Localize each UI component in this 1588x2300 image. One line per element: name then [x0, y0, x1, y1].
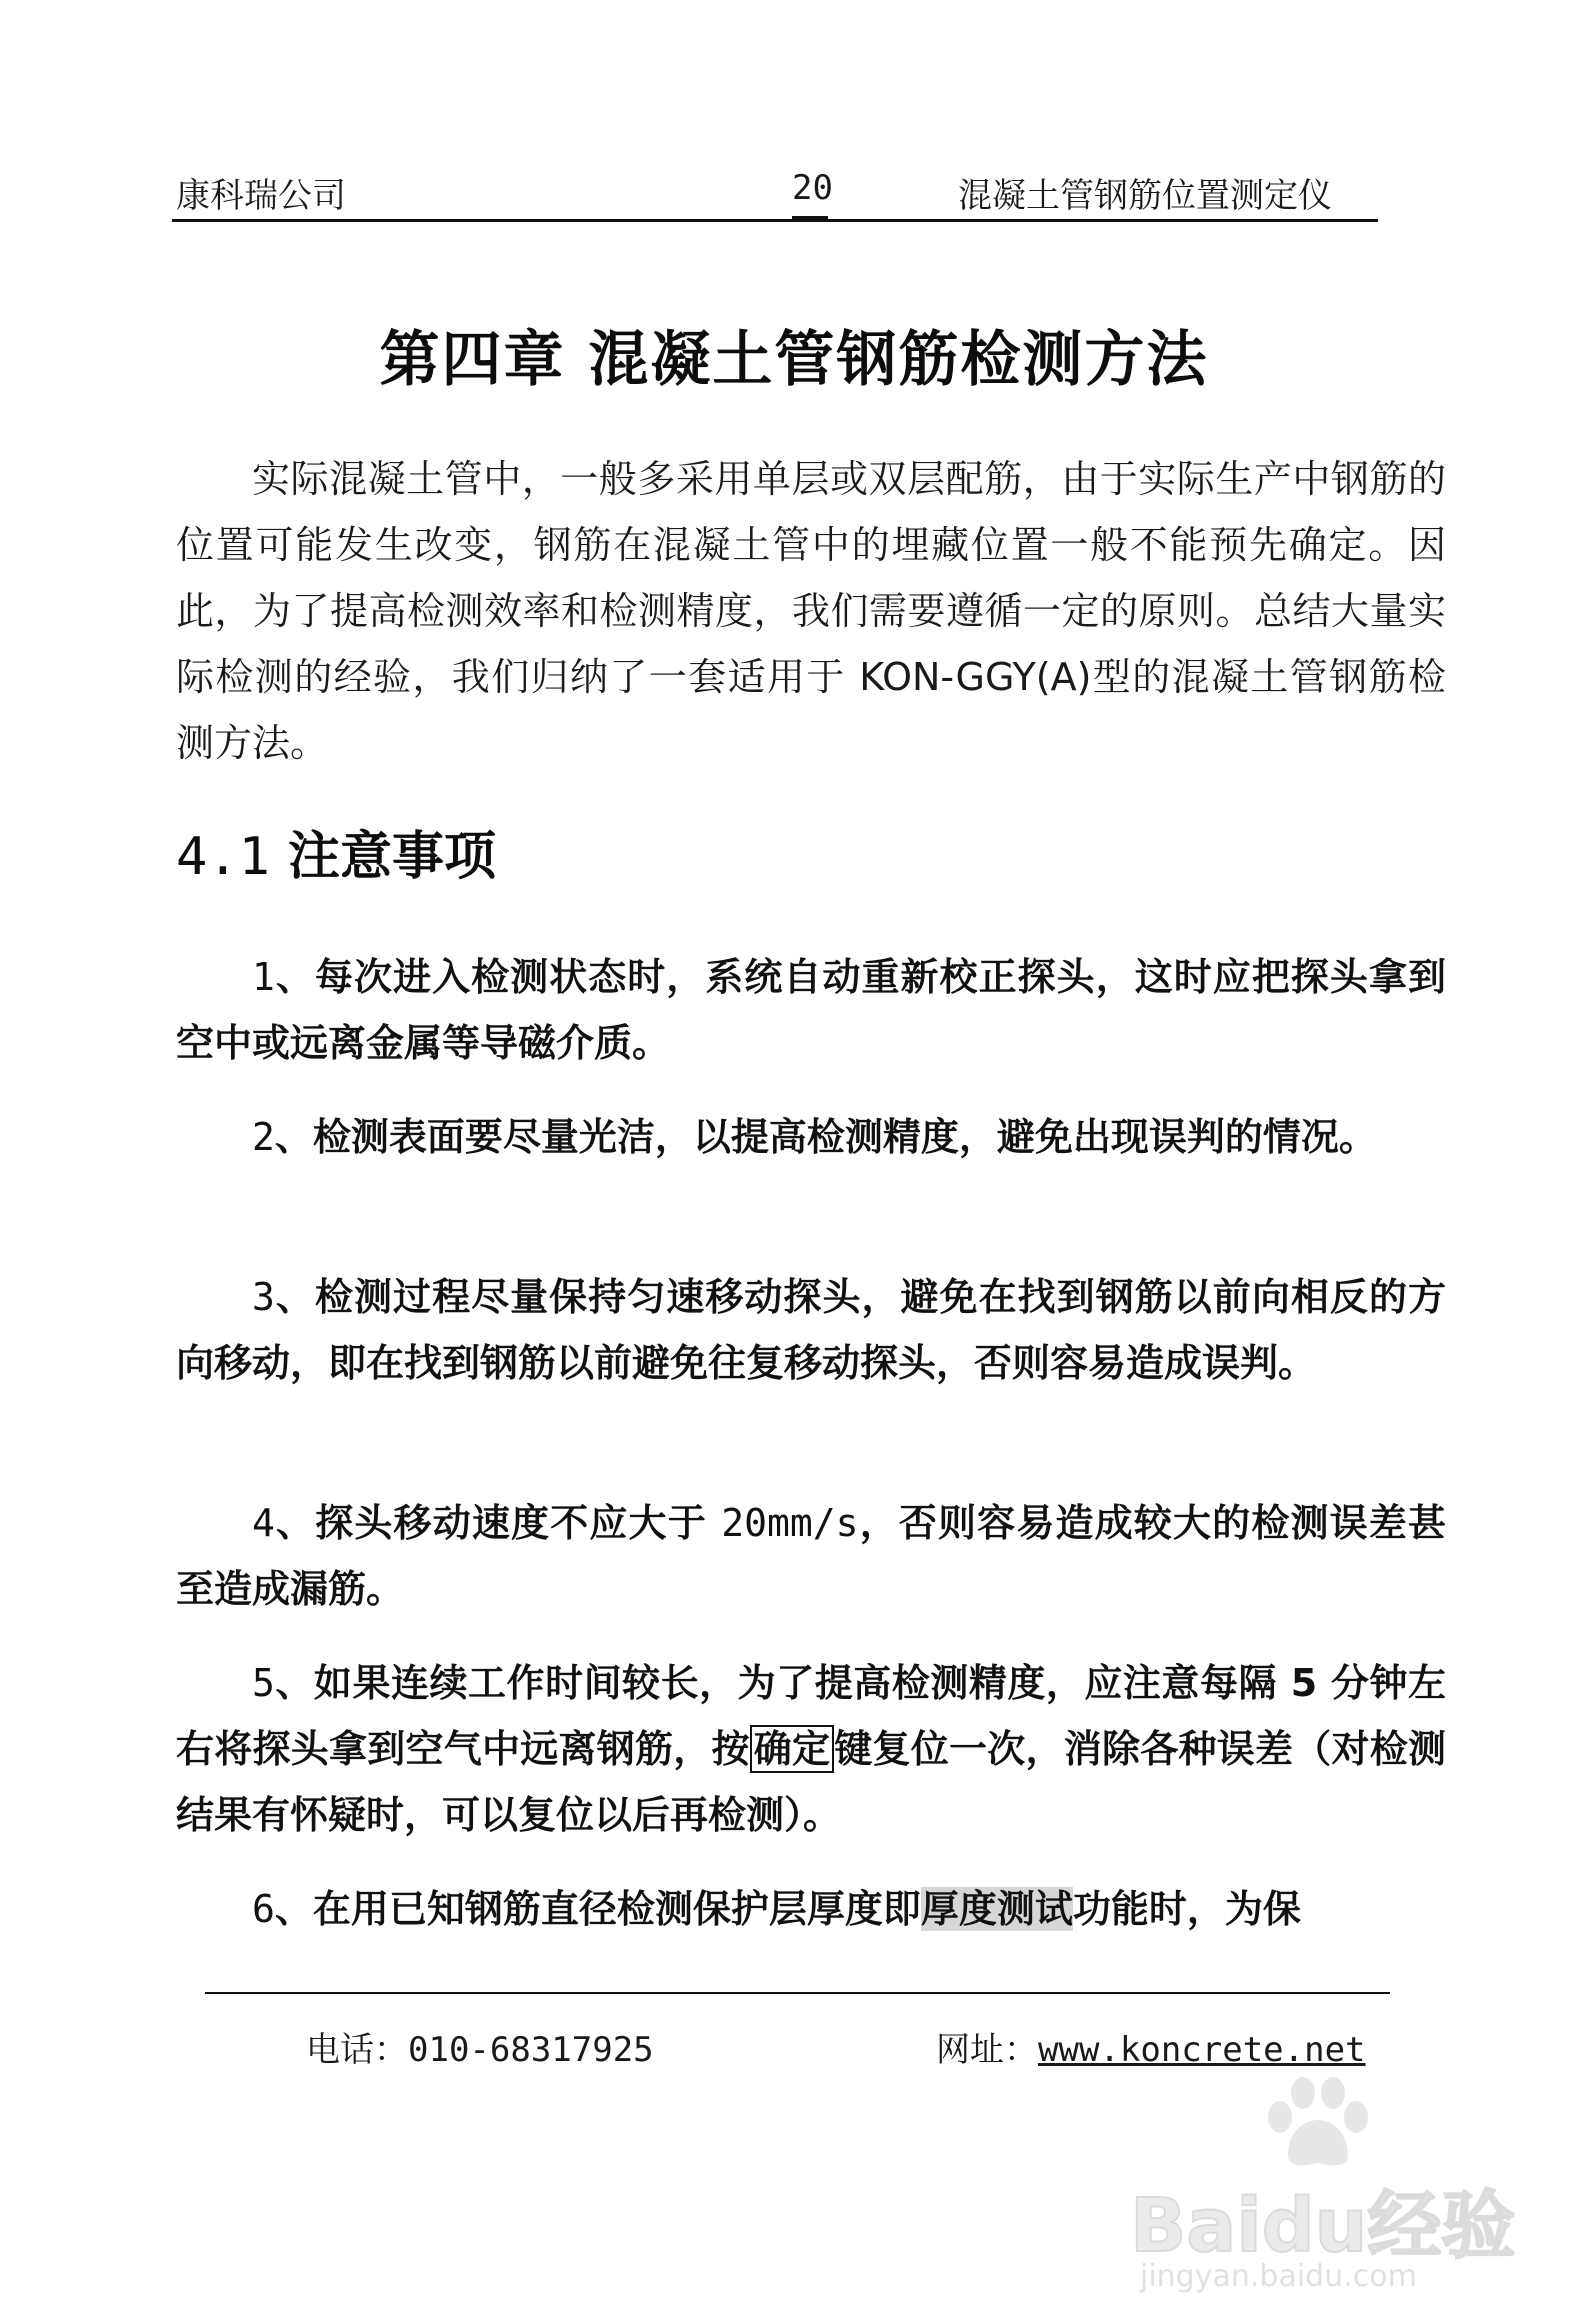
footer-phone: [306, 2022, 654, 2071]
section-number: 4.1: [176, 827, 270, 887]
section-heading: [176, 814, 496, 889]
header-page-number-bar: [792, 216, 828, 222]
phone-label: 电话：: [306, 2030, 408, 2070]
footer-website: [936, 2022, 1366, 2071]
watermark-url: jingyan.baidu.com: [1140, 2259, 1417, 2294]
confirm-key-label: 确定: [750, 1725, 835, 1773]
note-number: 3: [252, 1275, 275, 1319]
note-item: [176, 1264, 1446, 1396]
section-title-text: 注意事项: [288, 827, 497, 887]
header-rule: [172, 219, 1378, 222]
speed-value: 20mm/s: [721, 1501, 859, 1545]
header-page-number: 20: [792, 168, 833, 208]
note-text: 、探头移动速度不应大于: [274, 1501, 722, 1545]
note-number: 5: [252, 1661, 275, 1705]
header-product-name: 混凝土管钢筋位置测定仪: [958, 176, 1332, 216]
chapter-title: 第四章 混凝土管钢筋检测方法: [379, 325, 1209, 395]
footer-rule: [205, 1992, 1390, 1994]
header-company: 康科瑞公司: [176, 176, 346, 216]
note-number: 1: [252, 955, 275, 999]
note-text: 、检测表面要尽量光洁，以提高检测精度，避免出现误判的情况。: [274, 1115, 1377, 1159]
note-item: [176, 1490, 1446, 1622]
intro-paragraph: 实际混凝土管中，一般多采用单层或双层配筋，由于实际生产中钢筋的位置可能发生改变，钢筋在混凝土管中的埋藏位置一般不能预先确定。因此，为了提高检测效率和检测精度，我们需要遵循一定的原则。总结大量实际检测的经验，我们归纳了一套适用于 KON-GGY(A)型的混凝土管钢筋检测方法。: [176, 457, 1446, 765]
paw-icon: [1258, 2075, 1378, 2170]
note-text: ，否则容易造成较大的检测误差甚至造成漏筋。: [176, 1501, 1446, 1611]
note-number: 2: [252, 1115, 275, 1159]
note-text: 键复位一次，消除各种误差（对检测结果有怀疑时，可以复位以后再检测）。: [176, 1727, 1446, 1837]
note-number: 6: [252, 1887, 275, 1931]
note-item: [176, 1876, 1446, 1942]
note-item: [176, 944, 1446, 1076]
watermark-brand: Baidu经验: [1130, 2183, 1516, 2269]
baidu-watermark: [1120, 2075, 1540, 2300]
note-item: [176, 1104, 1446, 1170]
website-link[interactable]: www.koncrete.net: [1038, 2030, 1366, 2070]
thickness-test-function-label: 厚度测试: [920, 1887, 1073, 1931]
phone-number: 010-68317925: [408, 2030, 654, 2070]
note-text: 、如果连续工作时间较长，为了提高检测精度，应注意每隔 5 分钟左右将探头拿到空气中远离钢筋，按: [176, 1661, 1446, 1771]
note-text: 功能时，为保: [1072, 1887, 1301, 1931]
note-text: 、在用已知钢筋直径检测保护层厚度即: [274, 1887, 921, 1931]
note-text: 、检测过程尽量保持匀速移动探头，避免在找到钢筋以前向相反的方向移动，即在找到钢筋以前避免往复移动探头，否则容易造成误判。: [176, 1275, 1446, 1385]
website-label: 网址：: [936, 2030, 1038, 2070]
note-item: [176, 1650, 1446, 1848]
note-number: 4: [252, 1501, 275, 1545]
note-text: 、每次进入检测状态时，系统自动重新校正探头，这时应把探头拿到空中或远离金属等导磁介质。: [176, 955, 1446, 1065]
